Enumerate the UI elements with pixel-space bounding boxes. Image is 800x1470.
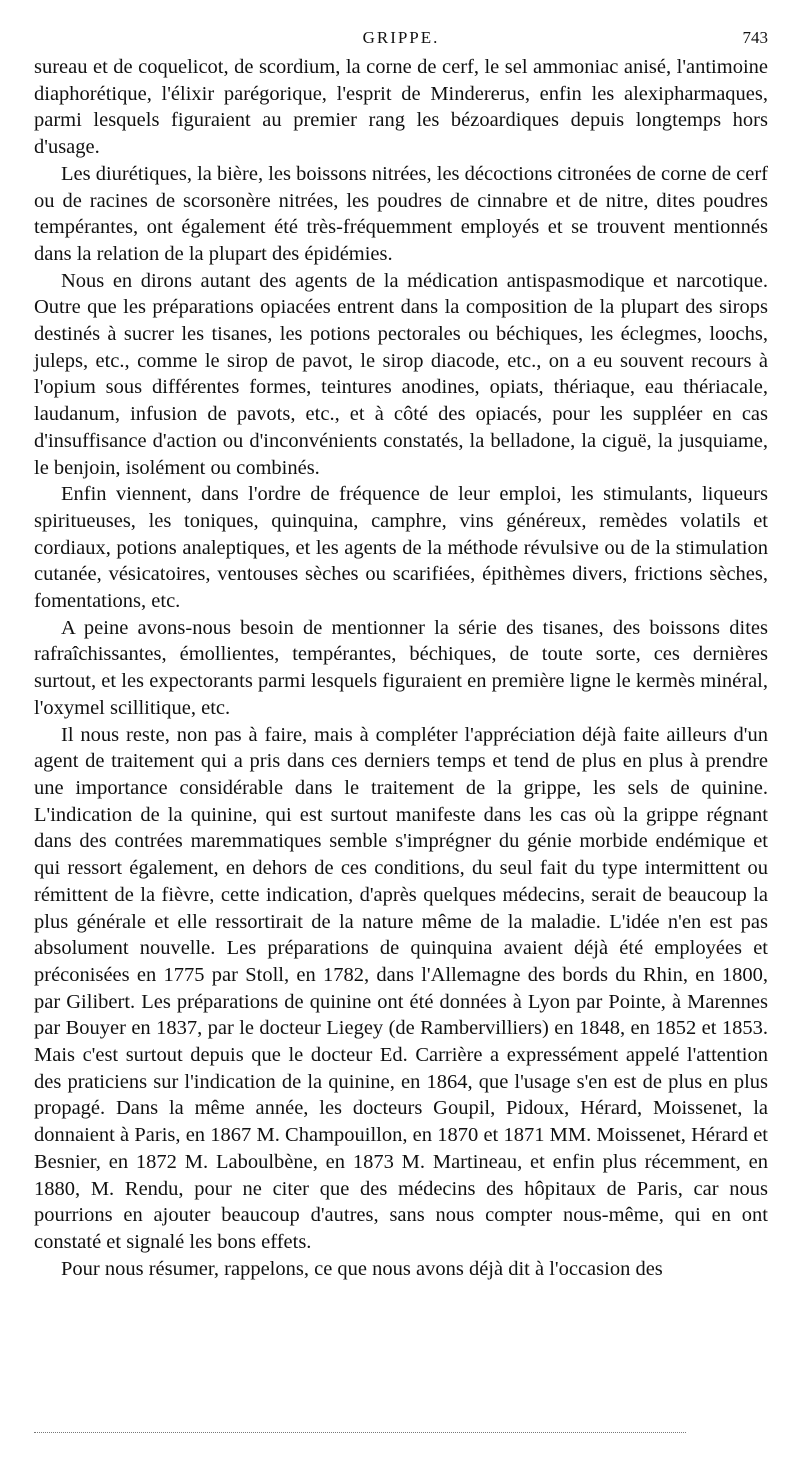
footer-dotted-rule <box>34 1432 686 1433</box>
paragraph-tisanes: A peine avons-nous besoin de mentionner la série des tisanes, des boissons dites rafraîchissantes, émollientes, tempérantes, béchiques, de toute sorte, ces dernières surtout, et les expectorants parmi lesquels figuraient en première ligne le kermès minéral, l'oxymel scillitique, etc. <box>34 616 768 719</box>
body-text <box>34 54 768 1282</box>
paragraph-continuation: sureau et de coquelicot, de scordium, la corne de cerf, le sel ammoniac anisé, l'antimoine diaphorétique, l'élixir parégorique, l'esprit de Mindererus, enfin les alexipharmaques, parmi lesquels figuraient au premier rang les bézoardiques depuis longtemps hors d'usage. <box>34 56 768 159</box>
page-number: 743 <box>742 28 768 47</box>
paragraph-quinine: Il nous reste, non pas à faire, mais à compléter l'appréciation déjà faite ailleurs d'un agent de traitement qui a pris dans ces derniers temps et tend de plus en plus à prendre une importance considérable dans le traitement de la grippe, les sels de quinine. L'indication de la quinine, qui est surtout manifeste dans les cas où la grippe régnant dans des contrées maremmatiques semble s'imprégner du génie morbide endémique et qui ressort également, en dehors de ces conditions, du seul fait du type intermittent ou rémittent de la fièvre, cette indication, d'après quelques médecins, serait de beaucoup la plus générale et elle ressortirait de la nature même de la maladie. L'idée n'en est pas absolument nouvelle. Les préparations de quinquina avaient déjà été employées et préconisées en 1775 par Stoll, en 1782, dans l'Allemagne des bords du Rhin, en 1800, par Gilibert. Les préparations de quinine ont été données à Lyon par Pointe, à Marennes par Bouyer en 1837, par le docteur Liegey (de Rambervilliers) en 1848, en 1852 et 1853. Mais c'est surtout depuis que le docteur Ed. Carrière a expressément appelé l'attention des praticiens sur l'indication de la quinine, en 1864, que l'usage s'en est de plus en plus propagé. Dans la même année, les docteurs Goupil, Pidoux, Hérard, Moissenet, la donnaient à Paris, en 1867 M. Champouillon, en 1870 et 1871 MM. Moissenet, Hérard et Besnier, en 1872 M. Laboulbène, en 1873 M. Martineau, et enfin plus récemment, en 1880, M. Rendu, pour ne citer que des médecins des hôpitaux de Paris, car nous pourrions en ajouter beaucoup d'autres, sans nous compter nous-même, qui en ont constaté et signalé les bons effets. <box>34 723 768 1253</box>
paragraph-stimulants: Enfin viennent, dans l'ordre de fréquence de leur emploi, les stimulants, liqueurs spiritueuses, les toniques, quinquina, camphre, vins généreux, remèdes volatils et cordiaux, potions analeptiques, et les agents de la méthode révulsive ou de la stimulation cutanée, vésicatoires, ventouses sèches ou scarifiées, épithèmes divers, frictions sèches, fomentations, etc. <box>34 483 768 613</box>
paragraph-diuretics: Les diurétiques, la bière, les boissons nitrées, les décoctions citronées de corne de cerf ou de racines de scorsonère nitrées, les poudres de cinnabre et de nitre, dites poudres tempérantes, ont également été très-fréquemment employés et se trouvent mentionnés dans la relation de la plupart des épidémies. <box>34 162 768 265</box>
book-page <box>34 22 768 1282</box>
paragraph-antispasmodics: Nous en dirons autant des agents de la médication antispasmodique et narcotique. Outre que les préparations opiacées entrent dans la composition de la plupart des sirops destinés à sucrer les tisanes, les potions pectorales ou béchiques, les éclegmes, loochs, juleps, etc., comme le sirop de pavot, le sirop diacode, etc., on a eu souvent recours à l'opium sous différentes formes, teintures anodines, opiats, thériaque, eau thériacale, laudanum, infusion de pavots, etc., et à côté des opiacés, pour les suppléer en cas d'insuffisance d'action ou d'inconvénients constatés, la belladone, la ciguë, la jusquiame, le benjoin, isolément ou combinés. <box>34 269 768 479</box>
paragraph-summary: Pour nous résumer, rappelons, ce que nous avons déjà dit à l'occasion des <box>61 1257 663 1280</box>
running-title: GRIPPE. <box>362 28 440 47</box>
running-header <box>34 22 768 54</box>
